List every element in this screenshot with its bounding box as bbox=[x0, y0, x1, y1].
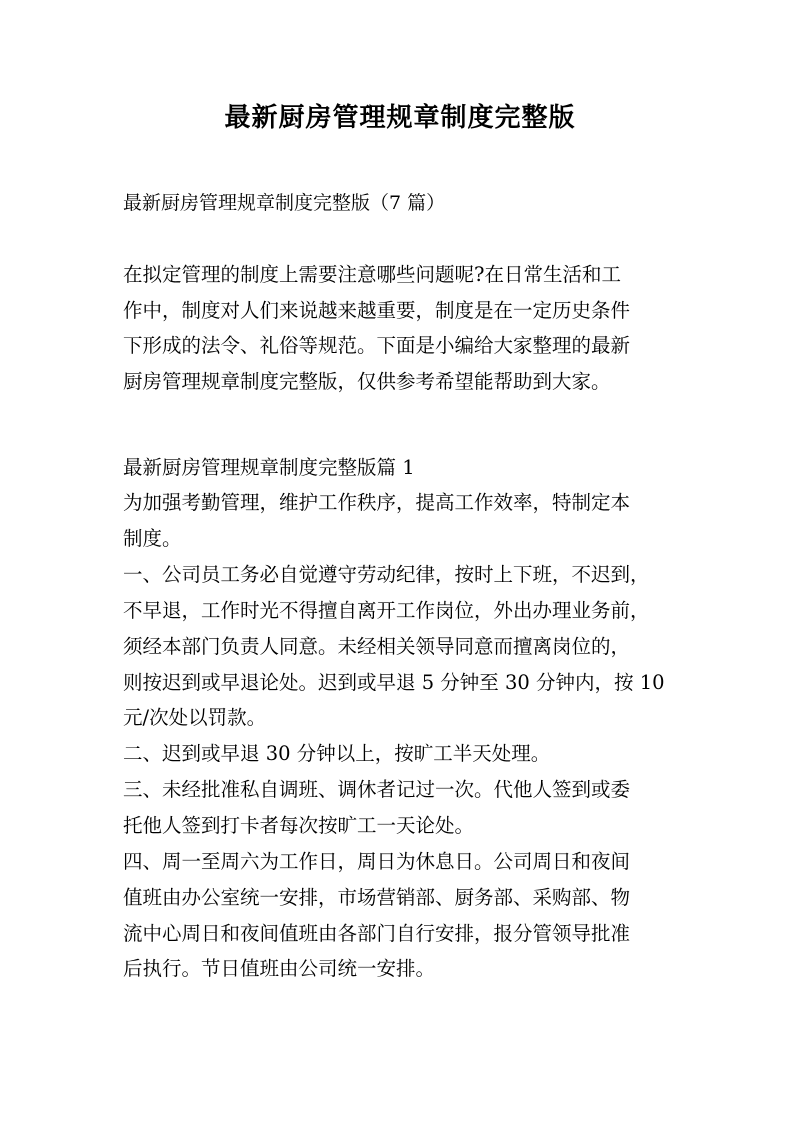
intro-line: 厨房管理规章制度完整版，仅供参考希望能帮助到大家。 bbox=[123, 370, 611, 393]
body-line: 则按迟到或早退论处。迟到或早退 5 分钟至 30 分钟内，按 10 bbox=[123, 671, 665, 694]
body-line: 一、公司员工务必自觉遵守劳动纪律，按时上下班，不迟到， bbox=[123, 563, 650, 586]
body-line: 须经本部门负责人同意。未经相关领导同意而擅离岗位的， bbox=[123, 635, 631, 658]
body-line: 为加强考勤管理，维护工作秩序，提高工作效率，特制定本 bbox=[123, 491, 631, 514]
body-line: 托他人签到打卡者每次按旷工一天论处。 bbox=[123, 814, 475, 837]
intro-line: 在拟定管理的制度上需要注意哪些问题呢?在日常生活和工 bbox=[123, 263, 621, 286]
intro-line: 作中，制度对人们来说越来越重要，制度是在一定历史条件 bbox=[123, 299, 631, 322]
document-subtitle: 最新厨房管理规章制度完整版（7 篇） bbox=[123, 192, 446, 214]
body-line: 二、迟到或早退 30 分钟以上，按旷工半天处理。 bbox=[123, 742, 551, 765]
body-line: 流中心周日和夜间值班由各部门自行安排，报分管领导批准 bbox=[123, 922, 631, 945]
body-line: 四、周一至周六为工作日，周日为休息日。公司周日和夜间 bbox=[123, 850, 631, 873]
body-line: 制度。 bbox=[123, 527, 182, 550]
section-heading: 最新厨房管理规章制度完整版篇 1 bbox=[123, 456, 415, 479]
body-line: 不早退，工作时光不得擅自离开工作岗位，外出办理业务前， bbox=[123, 599, 650, 622]
body-line: 值班由办公室统一安排，市场营销部、厨务部、采购部、物 bbox=[123, 886, 631, 909]
body-line: 三、未经批准私自调班、调休者记过一次。代他人签到或委 bbox=[123, 778, 631, 801]
body-line: 后执行。节日值班由公司统一安排。 bbox=[123, 957, 436, 980]
intro-line: 下形成的法令、礼俗等规范。下面是小编给大家整理的最新 bbox=[123, 334, 631, 357]
body-line: 元/次处以罚款。 bbox=[123, 706, 267, 729]
document-title: 最新厨房管理规章制度完整版 bbox=[224, 103, 576, 133]
